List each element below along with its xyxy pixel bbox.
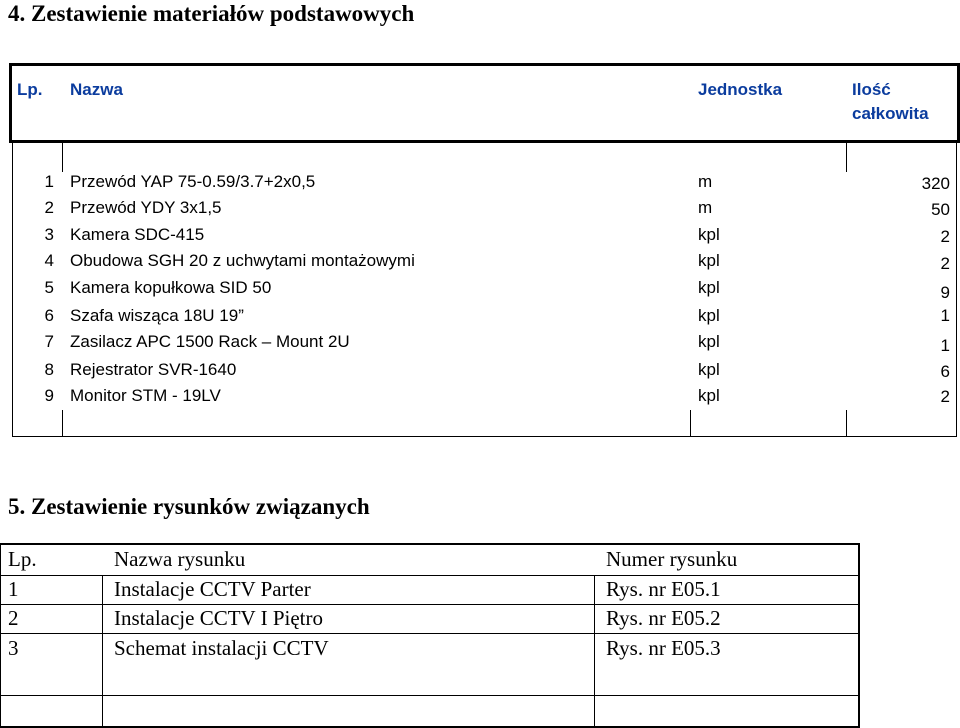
row-lp: 9	[44, 386, 54, 405]
row-ilosc: 320	[921, 174, 950, 193]
row-lp: 1	[44, 172, 54, 191]
table1-border	[12, 143, 13, 437]
table2-border	[0, 543, 860, 545]
row-jednostka: kpl	[698, 306, 720, 325]
row-nazwa-rysunku: Instalacje CCTV Parter	[114, 577, 311, 601]
row-ilosc: 9	[940, 283, 950, 302]
row-lp: 2	[8, 606, 19, 630]
row-lp: 7	[44, 332, 54, 351]
row-numer-rysunku: Rys. nr E05.1	[606, 577, 721, 601]
row-nazwa-rysunku: Instalacje CCTV I Piętro	[114, 606, 323, 630]
row-nazwa: Przewód YDY 3x1,5	[70, 198, 222, 217]
row-nazwa: Przewód YAP 75-0.59/3.7+2x0,5	[70, 172, 316, 191]
row-nazwa: Zasilacz APC 1500 Rack – Mount 2U	[70, 332, 350, 351]
header-jednostka: Jednostka	[698, 80, 783, 99]
row-jednostka: kpl	[698, 386, 720, 405]
row-nazwa: Monitor STM - 19LV	[70, 386, 221, 405]
table1-border	[9, 140, 959, 143]
table1-border	[62, 410, 63, 437]
header-nazwa-rysunku: Nazwa rysunku	[114, 547, 246, 571]
row-jednostka: kpl	[698, 225, 720, 244]
row-nazwa: Szafa wisząca 18U 19”	[70, 306, 244, 325]
row-ilosc: 1	[940, 336, 950, 355]
table2-border	[102, 575, 103, 728]
section-5-heading: 5. Zestawienie rysunków związanych	[8, 494, 370, 519]
table1-border	[846, 410, 847, 437]
row-numer-rysunku: Rys. nr E05.2	[606, 606, 721, 630]
row-ilosc: 1	[940, 306, 950, 325]
header-numer-rysunku: Numer rysunku	[606, 547, 738, 571]
table2-border	[0, 575, 860, 576]
table2-border	[0, 604, 860, 605]
row-lp: 6	[44, 306, 54, 325]
row-lp: 5	[44, 278, 54, 297]
row-lp: 1	[8, 577, 19, 601]
row-ilosc: 50	[931, 200, 950, 219]
table2-border	[0, 695, 860, 696]
table2-border	[0, 633, 860, 634]
row-jednostka: kpl	[698, 332, 720, 351]
header-ilosc-line2: całkowita	[852, 104, 929, 123]
row-jednostka: m	[698, 172, 713, 191]
table2-border	[0, 543, 1, 728]
row-lp: 4	[44, 251, 54, 270]
section-4-heading: 4. Zestawienie materiałów podstawowych	[8, 1, 415, 26]
header-nazwa: Nazwa	[70, 80, 123, 99]
row-nazwa: Obudowa SGH 20 z uchwytami montażowymi	[70, 251, 415, 270]
header-lp: Lp.	[17, 80, 43, 99]
row-nazwa: Rejestrator SVR-1640	[70, 360, 237, 379]
table1-border	[956, 143, 957, 437]
header-lp: Lp.	[8, 547, 37, 571]
row-jednostka: m	[698, 198, 713, 217]
row-ilosc: 2	[940, 254, 950, 273]
row-lp: 8	[44, 360, 54, 379]
row-numer-rysunku: Rys. nr E05.3	[606, 636, 721, 660]
row-lp: 2	[44, 198, 54, 217]
row-nazwa: Kamera kopułkowa SID 50	[70, 278, 272, 297]
table2-border	[858, 543, 860, 728]
table1-border	[62, 143, 63, 172]
table2-border	[594, 575, 595, 728]
row-ilosc: 6	[940, 362, 950, 381]
header-ilosc-line1: Ilość	[852, 80, 891, 99]
row-nazwa: Kamera SDC-415	[70, 225, 205, 244]
row-jednostka: kpl	[698, 360, 720, 379]
table1-border	[846, 143, 847, 172]
row-ilosc: 2	[940, 227, 950, 246]
table1-border	[12, 436, 957, 437]
row-ilosc: 2	[940, 387, 950, 406]
table1-border	[690, 410, 691, 437]
table1-border	[9, 63, 12, 143]
row-lp: 3	[44, 225, 54, 244]
row-lp: 3	[8, 636, 19, 660]
row-jednostka: kpl	[698, 251, 720, 270]
table1-border	[9, 63, 959, 66]
row-jednostka: kpl	[698, 278, 720, 297]
row-nazwa-rysunku: Schemat instalacji CCTV	[114, 636, 329, 660]
